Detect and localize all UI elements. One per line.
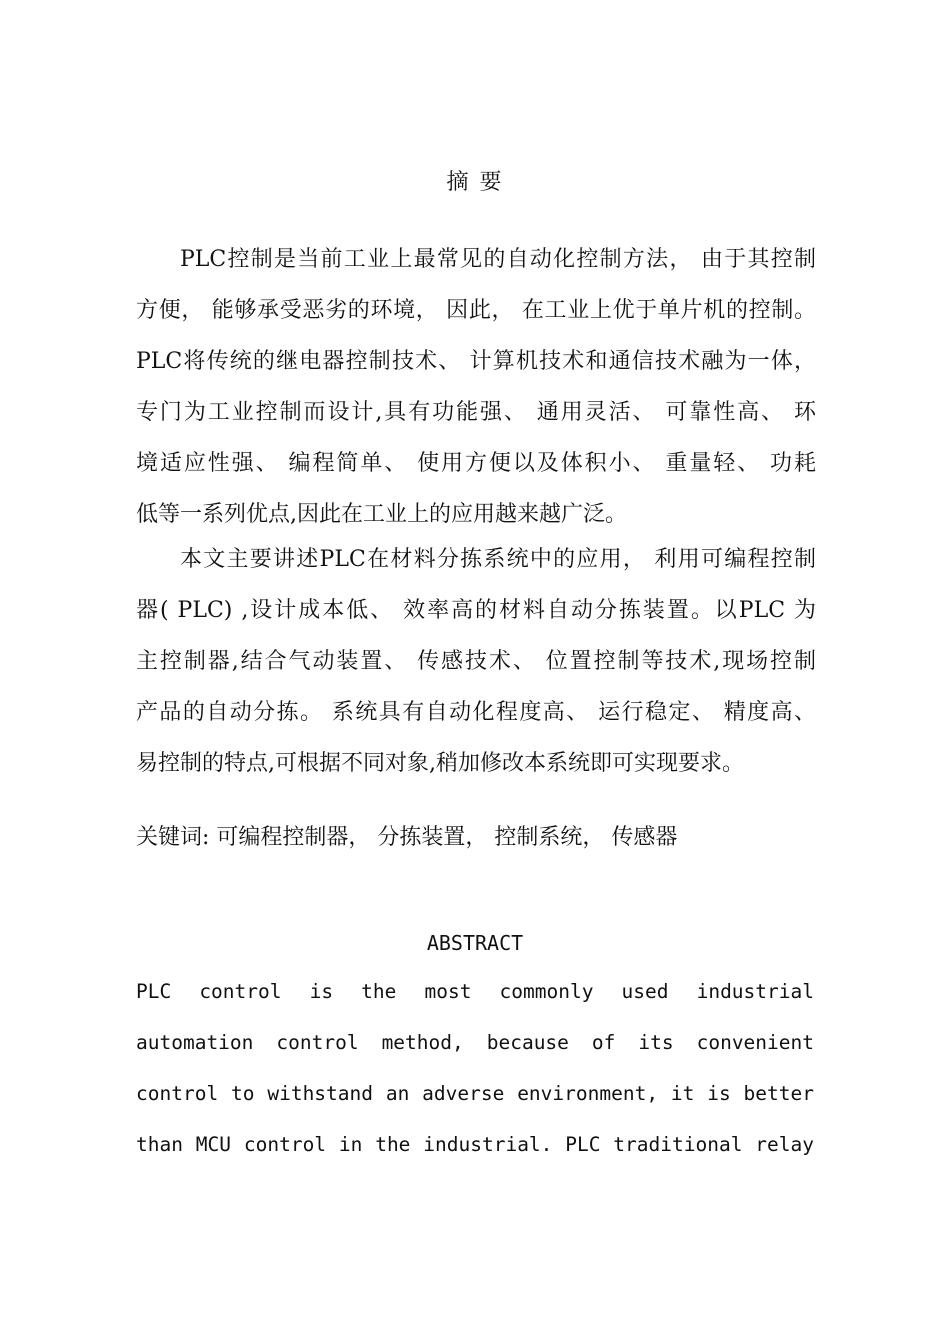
paragraph-line: 低等一系列优点,因此在工业上的应用越来越广泛。	[136, 502, 627, 527]
paragraph-line: 本文主要讲述PLC在材料分拣系统中的应用， 利用可编程控制	[180, 547, 816, 572]
paragraph-line: 专门为工业控制而设计,具有功能强、 通用灵活、 可靠性高、 环	[136, 400, 816, 425]
paragraph-line: 方便， 能够承受恶劣的环境， 因此， 在工业上优于单片机的控制。	[136, 298, 816, 323]
paragraph-line: 器( PLC) ,设计成本低、 效率高的材料自动分拣装置。以PLC 为	[136, 598, 816, 623]
paragraph-line: 境适应性强、 编程简单、 使用方便以及体积小、 重量轻、 功耗	[136, 451, 816, 476]
paragraph-line: 主控制器,结合气动装置、 传感技术、 位置控制等技术,现场控制	[136, 649, 816, 674]
english-abstract-paragraph	[136, 966, 814, 1170]
paragraph-line: PLC将传统的继电器控制技术、 计算机技术和通信技术融为一体，	[136, 349, 816, 374]
keywords-line: 关键词: 可编程控制器， 分拣装置， 控制系统， 传感器	[136, 825, 678, 850]
paragraph-line: automation control method, because of its convenient	[136, 1031, 814, 1054]
paragraph-line: than MCU control in the industrial. PLC traditional relay	[136, 1133, 814, 1156]
paragraph-line: 产品的自动分拣。 系统具有自动化程度高、 运行稳定、 精度高、	[136, 700, 816, 725]
chinese-abstract-paragraph-1	[136, 234, 816, 540]
paragraph-line: PLC控制是当前工业上最常见的自动化控制方法， 由于其控制	[180, 247, 816, 272]
paragraph-line: control to withstand an adverse environment, it is better	[136, 1082, 814, 1105]
english-abstract-title: ABSTRACT	[426, 931, 524, 955]
chinese-abstract-title: 摘 要	[446, 170, 504, 195]
chinese-abstract-paragraph-2	[136, 534, 816, 789]
paragraph-line: 易控制的特点,可根据不同对象,稍加修改本系统即可实现要求。	[136, 751, 744, 776]
paragraph-line: PLC control is the most commonly used industrial	[136, 980, 814, 1003]
